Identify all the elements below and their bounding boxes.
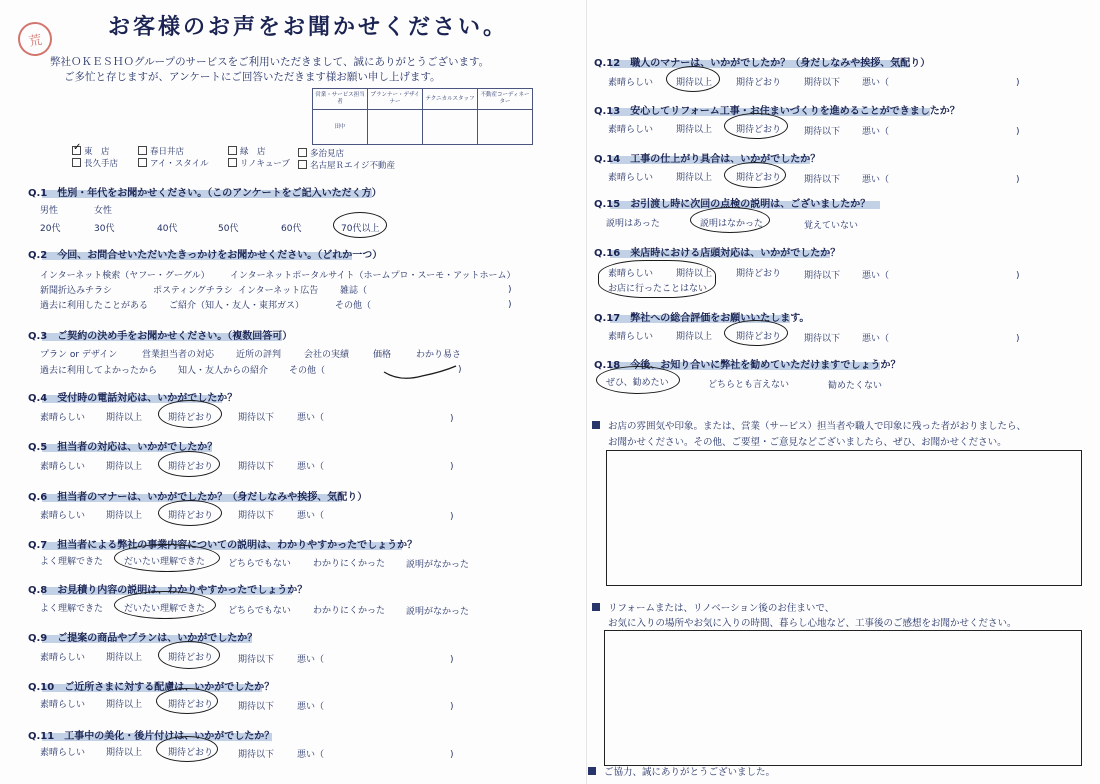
answer-circle [598, 260, 716, 298]
staff-header-sales: 営業・サービス担当者 [313, 89, 368, 110]
staff-header-planner: プランナー・デザイナー [368, 89, 423, 110]
handwritten-check-mark [380, 364, 460, 384]
q2-internet-ad[interactable]: インターネット広告 [238, 286, 319, 296]
comment-1-prompt-line-1: お店の雰囲気や印象。または、営業（サービス）担当者や職人で印象に残った者がおりましたら、 [592, 418, 1026, 432]
question-12: Q.12 職人のマナーは、いかがでしたか？（身だしなみや挨拶、気配り） [594, 58, 931, 69]
q3-clarity[interactable]: わかり易さ [416, 350, 462, 360]
question-6: Q.6 担当者のマナーは、いかがでしたか？（身だしなみや挨拶、気配り） [28, 492, 368, 503]
square-bullet-icon [592, 603, 600, 611]
intro-line-2: ご多忙と存じますが、アンケートにご回答いただきます様お願い申し上げます。 [64, 71, 441, 83]
q3-track-record[interactable]: 会社の実績 [304, 350, 350, 360]
answer-circle [596, 366, 680, 394]
q4-as-expected[interactable]: 期待どおり [168, 413, 214, 423]
answer-circle [724, 113, 788, 139]
q7-no-explanation[interactable]: 説明がなかった [406, 560, 470, 570]
q9-as-expected[interactable]: 期待どおり [168, 653, 214, 663]
question-11: Q.11 工事中の美化・後片付けは、いかがでしたか？ [28, 731, 275, 742]
answer-circle [114, 591, 216, 619]
q16-above[interactable]: 期待以上 [676, 269, 713, 279]
q14-poor[interactable]: 悪い（ [862, 175, 890, 185]
q17-poor[interactable]: 悪い（ [862, 334, 890, 344]
q1-gender-female[interactable]: 女性 [94, 206, 113, 216]
q14-above[interactable]: 期待以上 [676, 173, 713, 183]
question-15: Q.15 お引渡し時に次回の点検の説明は、ございましたか？ [594, 199, 871, 210]
answer-circle [158, 400, 222, 428]
answer-circle [158, 451, 220, 477]
q10-as-expected[interactable]: 期待どおり [168, 700, 214, 710]
question-8: Q.8 お見積り内容の説明は、わかりやすかったでしょうか？ [28, 585, 308, 596]
question-2: Q.2 今回、お問合せいただいたきっかけをお聞かせください。（どれか一つ） [28, 250, 383, 261]
q8-no-explanation[interactable]: 説明がなかった [406, 607, 470, 617]
question-9: Q.9 ご提案の商品やプランは、いかがでしたか？ [28, 633, 258, 644]
q12-as-expected[interactable]: 期待どおり [736, 78, 782, 88]
q8-hard-to-understand[interactable]: わかりにくかった [313, 606, 386, 616]
store-option-istyle[interactable]: アイ・スタイル [138, 157, 209, 169]
staff-header-realestate: 不動産コーディネーター [478, 89, 533, 110]
q14-excellent[interactable]: 素晴らしい [608, 173, 654, 183]
q6-as-expected[interactable]: 期待どおり [168, 511, 214, 521]
q9-above[interactable]: 期待以上 [106, 653, 143, 663]
q8-neutral[interactable]: どちらでもない [228, 606, 291, 616]
q12-excellent[interactable]: 素晴らしい [608, 78, 654, 88]
q7-hard-to-understand[interactable]: わかりにくかった [313, 559, 386, 569]
q7-mostly-understood[interactable]: だいたい理解できた [124, 557, 206, 567]
q4-above[interactable]: 期待以上 [106, 413, 143, 423]
comment-2-textarea[interactable] [604, 630, 1082, 766]
square-bullet-icon [592, 421, 600, 429]
q16-excellent[interactable]: 素晴らしい [608, 269, 654, 279]
page-title: お客様のお声をお聞かせください。 [108, 15, 509, 40]
answer-circle [690, 207, 770, 233]
q18-not-recommend[interactable]: 勧めたくない [828, 381, 883, 391]
store-option-midori[interactable]: 緑 店 [228, 145, 266, 157]
comment-1-textarea[interactable] [606, 450, 1082, 586]
q5-below[interactable]: 期待以下 [238, 462, 275, 472]
q4-poor[interactable]: 悪い（ [297, 413, 325, 423]
staff-value-technical[interactable] [423, 110, 478, 145]
answer-circle [158, 500, 222, 526]
question-10: Q.10 ご近所さまに対する配慮は、いかがでしたか？ [28, 682, 275, 693]
q2-portal-site[interactable]: インターネットポータルサイト（ホームプロ・スーモ・アットホーム） [230, 271, 516, 281]
answer-circle [666, 66, 720, 92]
q6-above[interactable]: 期待以上 [106, 511, 143, 521]
q1-age-40s[interactable]: 40代 [157, 224, 178, 234]
checkbox-icon [72, 158, 81, 167]
answer-circle [156, 688, 218, 714]
q5-above[interactable]: 期待以上 [106, 462, 143, 472]
q3-other[interactable]: その他（ [289, 366, 326, 376]
question-17: Q.17 弊社への総合評価をお願いいたします。 [594, 313, 810, 324]
q11-excellent[interactable]: 素晴らしい [40, 748, 86, 758]
store-option-nagakute[interactable]: 長久手店 [72, 157, 118, 169]
q1-age-60s[interactable]: 60代 [281, 224, 302, 234]
q18-neutral[interactable]: どちらとも言えない [708, 380, 790, 390]
q6-excellent[interactable]: 素晴らしい [40, 511, 86, 521]
store-option-tajimi[interactable]: 多治見店 [298, 147, 344, 159]
question-13: Q.13 安心してリフォーム工事・お住まいづくりを進めることができましたか？ [594, 106, 960, 117]
checkbox-icon [138, 146, 147, 155]
q18-definitely-recommend[interactable]: ぜひ、勧めたい [606, 378, 669, 388]
q8-mostly-understood[interactable]: だいたい理解できた [124, 604, 206, 614]
q15-not-explained[interactable]: 説明はなかった [700, 219, 764, 229]
q3-plan-design[interactable]: プラン or デザイン [40, 350, 118, 360]
q3-referral[interactable]: 知人・友人からの紹介 [178, 366, 269, 376]
checkbox-icon [138, 158, 147, 167]
q11-below[interactable]: 期待以下 [238, 750, 275, 760]
page-fold-divider [586, 0, 587, 784]
q5-excellent[interactable]: 素晴らしい [40, 462, 86, 472]
staff-table [312, 88, 533, 145]
q2-posting-flyer[interactable]: ポスティングチラシ [153, 286, 233, 296]
q9-below[interactable]: 期待以下 [238, 655, 275, 665]
store-option-kasugai[interactable]: 春日井店 [138, 145, 184, 157]
company-seal-stamp: 荒 [15, 19, 54, 58]
answer-circle [156, 736, 218, 762]
answer-circle [724, 162, 786, 188]
q2-internet-search[interactable]: インターネット検索（ヤフー・グーグル） [40, 271, 210, 281]
q13-above[interactable]: 期待以上 [676, 125, 713, 135]
q1-gender-male[interactable]: 男性 [40, 206, 59, 216]
q12-above[interactable]: 期待以上 [676, 78, 713, 88]
q13-below[interactable]: 期待以下 [804, 127, 841, 137]
q10-excellent[interactable]: 素晴らしい [40, 700, 86, 710]
q2-used-before[interactable]: 過去に利用したことがある [40, 301, 149, 311]
q14-below[interactable]: 期待以下 [804, 175, 841, 185]
checkbox-icon [228, 158, 237, 167]
answer-circle [114, 544, 220, 572]
q16-as-expected[interactable]: 期待どおり [736, 269, 782, 279]
comment-1-prompt-line-2: お聞かせください。その他、ご要望・ご意見などございましたら、ぜひ、お聞かせください。 [608, 437, 1007, 448]
question-18: Q.18 今後、お知り合いに弊社を勧めていただけますでしょうか？ [594, 360, 901, 371]
q17-as-expected[interactable]: 期待どおり [736, 332, 782, 342]
store-option-higashi[interactable]: ✓東 店 [72, 145, 110, 157]
question-16: Q.16 来店時における店頭対応は、いかがでしたか？ [594, 248, 841, 259]
q11-poor[interactable]: 悪い（ [297, 750, 325, 760]
staff-value-planner[interactable] [368, 110, 423, 145]
comment-2-prompt-line-1: リフォームまたは、リノベーション後のお住まいで、 [592, 600, 834, 614]
question-7: Q.7 担当者による弊社の事業内容についての説明は、わかりやすかったでしょうか？ [28, 540, 418, 551]
checkbox-icon [298, 160, 307, 169]
q13-poor[interactable]: 悪い（ [862, 127, 890, 137]
q17-excellent[interactable]: 素晴らしい [608, 332, 654, 342]
q2-other[interactable]: その他（ [335, 301, 372, 311]
q10-below[interactable]: 期待以下 [238, 702, 275, 712]
answer-circle [158, 641, 220, 669]
q13-excellent[interactable]: 素晴らしい [608, 125, 654, 135]
store-option-renocube[interactable]: リノキューブ [228, 157, 290, 169]
checkbox-icon [228, 146, 237, 155]
q14-as-expected[interactable]: 期待どおり [736, 173, 782, 183]
question-5: Q.5 担当者の対応は、いかがでしたか？ [28, 442, 218, 453]
q3-sales-staff[interactable]: 営業担当者の対応 [142, 350, 215, 360]
q12-below[interactable]: 期待以下 [804, 78, 841, 88]
footer-thanks: ご協力、誠にありがとうございました。 [588, 764, 775, 778]
staff-header-technical: テクニカルスタッフ [423, 89, 478, 110]
q10-poor[interactable]: 悪い（ [297, 702, 325, 712]
q17-below[interactable]: 期待以下 [804, 334, 841, 344]
q3-price[interactable]: 価格 [373, 350, 392, 360]
q11-as-expected[interactable]: 期待どおり [168, 748, 214, 758]
q11-above[interactable]: 期待以上 [106, 748, 143, 758]
staff-value-sales[interactable]: 田中 [313, 110, 368, 145]
checkbox-checked-icon [72, 146, 81, 155]
comment-2-prompt-line-2: お気に入りの場所やお気に入りの時間、暮らし心地など、工事後のご感想をお聞かせください。 [608, 618, 1017, 629]
store-option-nagoya-rage[interactable]: 名古屋Ｒエイジ不動産 [298, 159, 395, 171]
q17-above[interactable]: 期待以上 [676, 332, 713, 342]
q4-excellent[interactable]: 素晴らしい [40, 413, 86, 423]
q8-understood-well[interactable]: よく理解できた [40, 604, 104, 614]
q6-below[interactable]: 期待以下 [238, 511, 275, 521]
q1-age-30s[interactable]: 30代 [94, 224, 115, 234]
intro-line-1: 弊社ＯＫＥＳＨＯグループのサービスをご利用いただきまして、誠にありがとうございます。 [50, 56, 490, 68]
q3-reputation[interactable]: 近所の評判 [236, 350, 282, 360]
question-1: Q.1 性別・年代をお聞かせください。（このアンケートをご記入いただく方） [28, 188, 382, 199]
q6-poor[interactable]: 悪い（ [297, 511, 325, 521]
q16-never-visited[interactable]: お店に行ったことはない [608, 284, 708, 294]
q3-used-before[interactable]: 過去に利用してよかったから [40, 366, 158, 376]
answer-circle [724, 320, 788, 346]
q5-as-expected[interactable]: 期待どおり [168, 462, 214, 472]
q10-above[interactable]: 期待以上 [106, 700, 143, 710]
q7-understood-well[interactable]: よく理解できた [40, 557, 104, 567]
q15-dont-remember[interactable]: 覚えていない [804, 221, 859, 231]
q5-poor[interactable]: 悪い（ [297, 462, 325, 472]
q9-excellent[interactable]: 素晴らしい [40, 653, 86, 663]
answer-circle [333, 212, 387, 238]
question-3: Q.3 ご契約の決め手をお聞かせください。（複数回答可） [28, 331, 293, 342]
question-14: Q.14 工事の仕上がり具合は、いかがでしたか？ [594, 154, 821, 165]
q7-neutral[interactable]: どちらでもない [228, 559, 291, 569]
q1-age-70s-plus[interactable]: 70代以上 [341, 224, 380, 234]
q1-age-50s[interactable]: 50代 [218, 224, 239, 234]
q13-as-expected[interactable]: 期待どおり [736, 125, 782, 135]
question-4: Q.4 受付時の電話対応は、いかがでしたか？ [28, 393, 238, 404]
q2-referral[interactable]: ご紹介（知人・友人・東邦ガス） [169, 301, 305, 311]
q9-poor[interactable]: 悪い（ [297, 655, 325, 665]
q1-age-20s[interactable]: 20代 [40, 224, 61, 234]
q12-poor[interactable]: 悪い（ [862, 78, 890, 88]
q16-below[interactable]: 期待以下 [804, 271, 841, 281]
q15-explained[interactable]: 説明はあった [606, 219, 660, 229]
q2-newspaper-flyer[interactable]: 新聞折込みチラシ [40, 286, 113, 296]
q4-below[interactable]: 期待以下 [238, 413, 275, 423]
q2-magazine[interactable]: 雑誌（ [340, 286, 368, 296]
checkbox-icon [298, 148, 307, 157]
staff-value-realestate[interactable] [478, 110, 533, 145]
square-bullet-icon [588, 767, 596, 775]
q16-poor[interactable]: 悪い（ [862, 271, 890, 281]
